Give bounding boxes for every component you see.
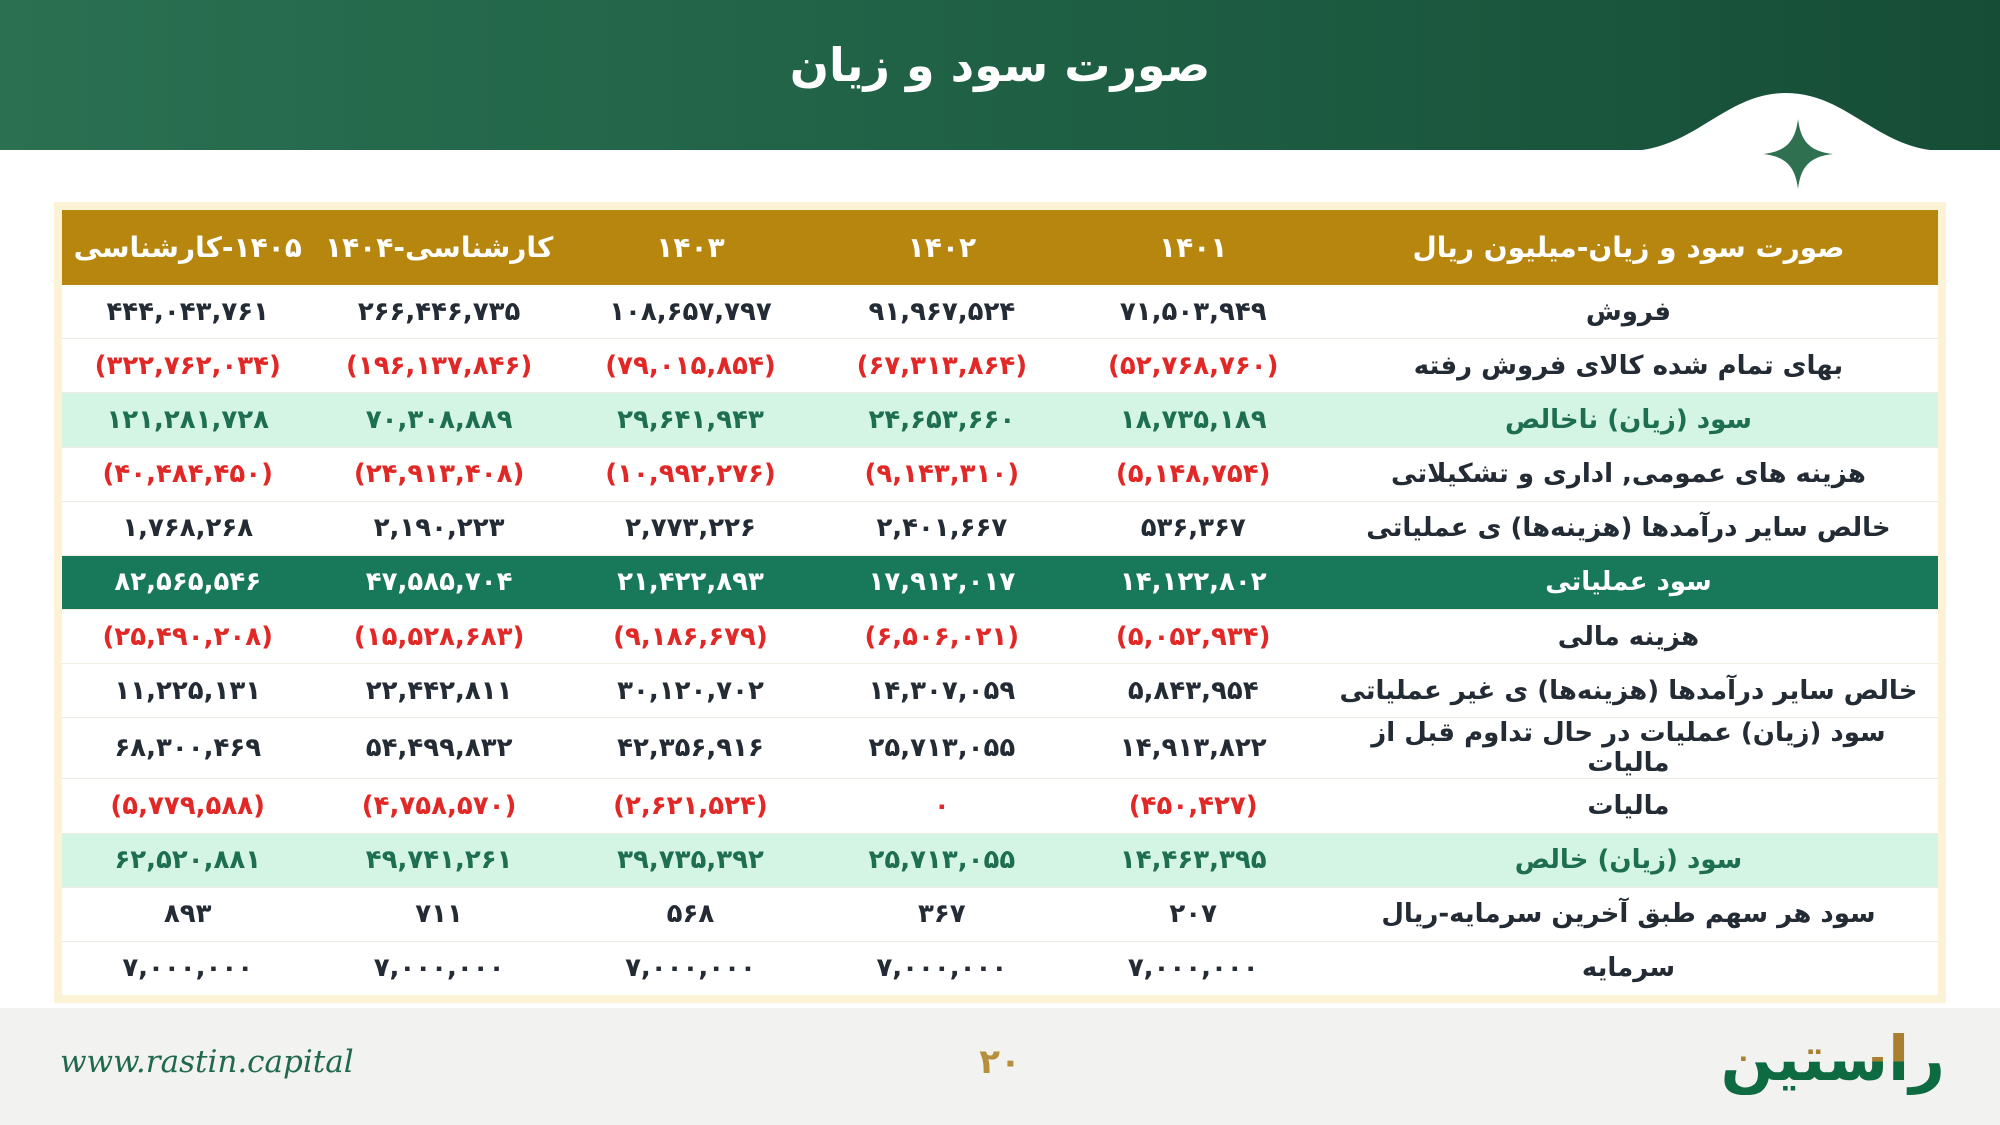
profit-loss-table xyxy=(54,202,1946,1003)
value-cell: ۲۰۷ xyxy=(1169,899,1218,930)
value-cell: ۲۲,۴۴۲,۸۱۱ xyxy=(365,675,513,706)
column-header-1402: ۱۴۰۲ xyxy=(907,231,977,264)
value-cell: ۲۴,۶۵۳,۶۶۰ xyxy=(868,404,1016,435)
row-label: خالص سایر درآمدها (هزینه‌ها) ی غیر عملیاتی xyxy=(1339,675,1918,706)
value-cell: ۴۴۴,۰۴۳,۷۶۱ xyxy=(106,296,270,327)
page-title: صورت سود و زیان xyxy=(789,38,1211,92)
value-cell: (۶۷,۳۱۳,۸۶۴) xyxy=(856,350,1028,381)
value-cell: ۱۴,۴۶۳,۳۹۵ xyxy=(1119,845,1267,876)
table-row xyxy=(62,285,1938,338)
value-cell: (۳۲۲,۷۶۲,۰۳۴) xyxy=(94,350,281,381)
table-header-row xyxy=(62,210,1938,285)
table-row xyxy=(62,833,1938,887)
row-label: هزینه های عمومی, اداری و تشکیلاتی xyxy=(1391,459,1866,490)
value-cell: ۷,۰۰۰,۰۰۰ xyxy=(625,953,756,984)
value-cell: ۷۱۱ xyxy=(415,899,463,930)
website-link[interactable]: www.rastin.capital xyxy=(60,1044,354,1080)
row-label: سود (زیان) ناخالص xyxy=(1504,404,1752,435)
value-cell: (۹,۱۸۶,۶۷۹) xyxy=(613,621,768,652)
value-cell: ۵۶۸ xyxy=(666,899,715,930)
value-cell: ۵۴,۴۹۹,۸۳۲ xyxy=(365,733,513,764)
column-header-label: صورت سود و زیان-میلیون ریال xyxy=(1412,231,1845,264)
value-cell: (۱۰,۹۹۲,۲۷۶) xyxy=(605,459,776,490)
value-cell: ۲۵,۷۱۳,۰۵۵ xyxy=(868,845,1016,876)
value-cell: ۸۲,۵۶۵,۵۴۶ xyxy=(114,567,262,598)
sparkle-star-icon xyxy=(1763,119,1833,189)
top-banner xyxy=(0,0,2000,150)
value-cell: ۲۱,۴۲۲,۸۹۳ xyxy=(617,567,764,598)
value-cell: ۱۰۸,۶۵۷,۷۹۷ xyxy=(609,296,772,327)
value-cell: (۱۵,۵۲۸,۶۸۳) xyxy=(353,621,525,652)
footer-bar xyxy=(0,1008,2000,1125)
value-cell: (۴۰,۴۸۴,۴۵۰) xyxy=(102,459,273,490)
value-cell: ۱۸,۷۳۵,۱۸۹ xyxy=(1119,404,1267,435)
value-cell: (۶,۵۰۶,۰۲۱) xyxy=(864,621,1020,652)
row-label: خالص سایر درآمدها (هزینه‌ها) ی عملیاتی xyxy=(1366,513,1891,544)
column-header-1403: ۱۴۰۳ xyxy=(656,231,725,264)
table-row xyxy=(62,941,1938,995)
table-row xyxy=(62,338,1938,392)
value-cell: ۷,۰۰۰,۰۰۰ xyxy=(373,953,505,984)
page-number: ۲۰ xyxy=(979,1042,1021,1082)
value-cell: ۳۹,۷۳۵,۳۹۲ xyxy=(617,845,764,876)
value-cell: ۷,۰۰۰,۰۰۰ xyxy=(1127,953,1259,984)
value-cell: ۱۷,۹۱۲,۰۱۷ xyxy=(868,567,1016,598)
value-cell: ۴۷,۵۸۵,۷۰۴ xyxy=(365,567,513,598)
row-label: فروش xyxy=(1585,296,1672,327)
value-cell: ۲,۷۷۳,۲۲۶ xyxy=(625,513,756,544)
value-cell: ۷,۰۰۰,۰۰۰ xyxy=(876,953,1008,984)
value-cell: ۵,۸۴۳,۹۵۴ xyxy=(1127,675,1259,706)
value-cell: (۵۲,۷۶۸,۷۶۰) xyxy=(1107,350,1279,381)
value-cell: ۱۴,۱۲۲,۸۰۲ xyxy=(1119,567,1267,598)
value-cell: ۲,۱۹۰,۲۲۳ xyxy=(373,513,505,544)
column-header-1401: ۱۴۰۱ xyxy=(1159,231,1228,264)
value-cell: (۵,۰۵۲,۹۳۴) xyxy=(1115,621,1271,652)
value-cell: ۲۶۶,۴۴۶,۷۳۵ xyxy=(357,296,521,327)
value-cell: (۲۵,۴۹۰,۲۰۸) xyxy=(102,621,273,652)
value-cell: (۹,۱۴۳,۳۱۰) xyxy=(864,459,1020,490)
value-cell: ۵۳۶,۳۶۷ xyxy=(1140,513,1246,544)
value-cell: ۰ xyxy=(933,790,950,821)
value-cell: ۲۵,۷۱۳,۰۵۵ xyxy=(868,733,1016,764)
row-label: هزینه مالی xyxy=(1557,621,1700,652)
value-cell: ۹۱,۹۶۷,۵۲۴ xyxy=(868,296,1016,327)
table-row xyxy=(62,609,1938,663)
row-label: بهای تمام شده کالای فروش رفته xyxy=(1413,350,1844,381)
row-label: سود (زیان) خالص xyxy=(1514,845,1743,876)
value-cell: ۱۱,۲۲۵,۱۳۱ xyxy=(114,675,262,706)
value-cell: (۲,۶۲۱,۵۲۴) xyxy=(613,790,768,821)
value-cell: ۴۹,۷۴۱,۲۶۱ xyxy=(365,845,513,876)
value-cell: ۷,۰۰۰,۰۰۰ xyxy=(122,953,254,984)
table-row xyxy=(62,887,1938,941)
value-cell: ۴۲,۳۵۶,۹۱۶ xyxy=(617,733,764,764)
value-cell: (۷۹,۰۱۵,۸۵۴) xyxy=(605,350,776,381)
value-cell: ۱,۷۶۸,۲۶۸ xyxy=(122,513,254,544)
value-cell: ۱۴,۹۱۳,۸۲۲ xyxy=(1119,733,1267,764)
value-cell: (۱۹۶,۱۳۷,۸۴۶) xyxy=(345,350,533,381)
row-label: مالیات xyxy=(1587,790,1670,821)
table-row xyxy=(62,663,1938,717)
table-row xyxy=(62,717,1938,778)
value-cell: (۴۵۰,۴۲۷) xyxy=(1128,790,1258,821)
value-cell: ۶۸,۳۰۰,۴۶۹ xyxy=(114,733,262,764)
row-label: سود (زیان) عملیات در حال تداوم قبل از مالیات xyxy=(1371,718,1886,779)
value-cell: ۷۰,۳۰۸,۸۸۹ xyxy=(365,404,513,435)
table-row xyxy=(62,555,1938,609)
rastin-logo: راستین xyxy=(1720,1022,1945,1095)
value-cell: ۳۰,۱۲۰,۷۰۲ xyxy=(617,675,764,706)
table-row xyxy=(62,392,1938,446)
table-row xyxy=(62,501,1938,555)
row-label: سود هر سهم طبق آخرین سرمایه-ریال xyxy=(1381,899,1876,930)
value-cell: ۶۲,۵۲۰,۸۸۱ xyxy=(114,845,262,876)
value-cell: ۲۹,۶۴۱,۹۴۳ xyxy=(617,404,764,435)
value-cell: (۲۴,۹۱۳,۴۰۸) xyxy=(353,459,525,490)
value-cell: ۳۶۷ xyxy=(918,899,966,930)
column-header-1405: ۱۴۰۵-کارشناسی xyxy=(73,231,302,264)
value-cell: ۲,۴۰۱,۶۶۷ xyxy=(876,513,1008,544)
column-header-1404: کارشناسی-۱۴۰۴ xyxy=(324,231,554,264)
table-row xyxy=(62,778,1938,832)
value-cell: (۵,۷۷۹,۵۸۸) xyxy=(110,790,266,821)
value-cell: ۱۴,۳۰۷,۰۵۹ xyxy=(868,675,1016,706)
value-cell: (۵,۱۴۸,۷۵۴) xyxy=(1115,459,1271,490)
value-cell: ۱۲۱,۲۸۱,۷۲۸ xyxy=(106,404,270,435)
value-cell: ۷۱,۵۰۳,۹۴۹ xyxy=(1119,296,1267,327)
value-cell: (۴,۷۵۸,۵۷۰) xyxy=(361,790,517,821)
table-row xyxy=(62,447,1938,501)
table-body xyxy=(62,285,1938,995)
row-label: سود عملیاتی xyxy=(1545,567,1712,598)
value-cell: ۸۹۳ xyxy=(163,899,212,930)
row-label: سرمایه xyxy=(1581,953,1676,984)
